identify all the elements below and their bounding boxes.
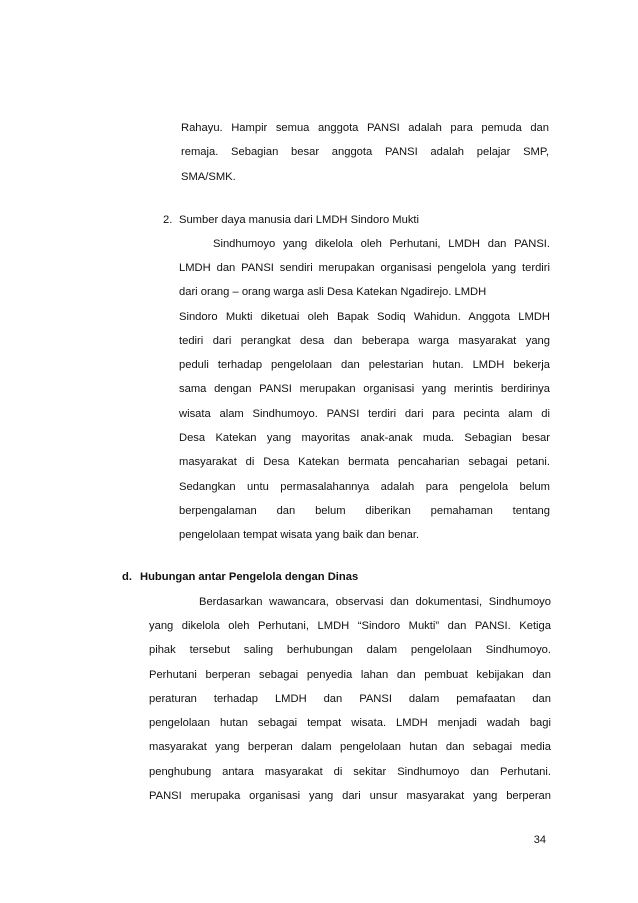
text-line: masyarakat yang berperan dalam pengelolaan hutan dan sebagai media	[149, 741, 551, 754]
text-line: Berdasarkan wawancara, observasi dan dokumentasi, Sindhumoyo	[199, 596, 551, 608]
text-line: Rahayu. Hampir semua anggota PANSI adalah para pemuda dan	[181, 122, 549, 134]
text-line: wisata alam Sindhumoyo. PANSI terdiri dari para pecinta alam di	[179, 407, 550, 420]
text-line: Sindoro Mukti diketuai oleh Bapak Sodiq Wahidun. Anggota LMDH	[179, 310, 550, 323]
text-line: peduli terhadap pengelolaan dan pelestarian hutan. LMDH bekerja	[179, 359, 550, 372]
text-line: Perhutani berperan sebagai penyedia lahan dan pembuat kebijakan dan	[149, 668, 551, 681]
paragraph-continuation	[181, 116, 549, 189]
text-line: remaja. Sebagian besar anggota PANSI adalah pelajar SMP,	[181, 146, 549, 159]
text-line: sama dengan PANSI merupakan organisasi yang merintis berdirinya	[179, 383, 550, 396]
text-line: PANSI merupaka organisasi yang dari unsur masyarakat yang berperan	[149, 790, 551, 803]
section-title: Hubungan antar Pengelola dengan Dinas	[140, 571, 359, 583]
text-line: Sedangkan untu permasalahannya adalah para pengelola belum	[179, 480, 550, 493]
paragraph-item2-first-line	[213, 232, 550, 256]
text-line: pihak tersebut saling berhubungan dalam pengelolaan Sindhumoyo.	[149, 644, 551, 657]
text-line: tediri dari perangkat desa dan beberapa warga masyarakat yang	[179, 334, 550, 347]
text-line: LMDH dan PANSI sendiri merupakan organisasi pengelola yang terdiri	[179, 262, 550, 274]
paragraph-section-d-first-line	[199, 590, 551, 614]
text-line: yang dikelola oleh Perhutani, LMDH “Sindoro Mukti” dan PANSI. Ketiga	[149, 620, 551, 632]
text-line: penghubung antara masyarakat di sekitar Sindhumoyo dan Perhutani.	[149, 765, 551, 778]
text-line: pengelolaan tempat wisata yang baik dan benar.	[179, 529, 420, 542]
paragraph-section-d	[149, 614, 551, 808]
text-line: masyarakat di Desa Katekan bermata pencaharian sebagai petani.	[179, 456, 550, 469]
page-number: 34	[533, 834, 546, 846]
list-item-title: Sumber daya manusia dari LMDH Sindoro Mukti	[179, 214, 420, 226]
text-line: dari orang – orang warga asli Desa Katekan Ngadirejo. LMDH	[179, 286, 487, 299]
text-line: pengelolaan hutan sebagai tempat wisata. LMDH menjadi wadah bagi	[149, 717, 551, 730]
text-line: Sindhumoyo yang dikelola oleh Perhutani, LMDH dan PANSI.	[213, 238, 550, 250]
text-line: peraturan terhadap LMDH dan PANSI dalam pemafaatan dan	[149, 692, 551, 705]
list-number: 2.	[163, 214, 173, 226]
text-line: Desa Katekan yang mayoritas anak-anak muda. Sebagian besar	[179, 432, 550, 445]
section-label: d.	[122, 571, 132, 583]
paragraph-item2	[179, 256, 550, 548]
text-line: berpengalaman dan belum diberikan pemahaman tentang	[179, 504, 550, 517]
text-line: SMA/SMK.	[181, 170, 236, 183]
